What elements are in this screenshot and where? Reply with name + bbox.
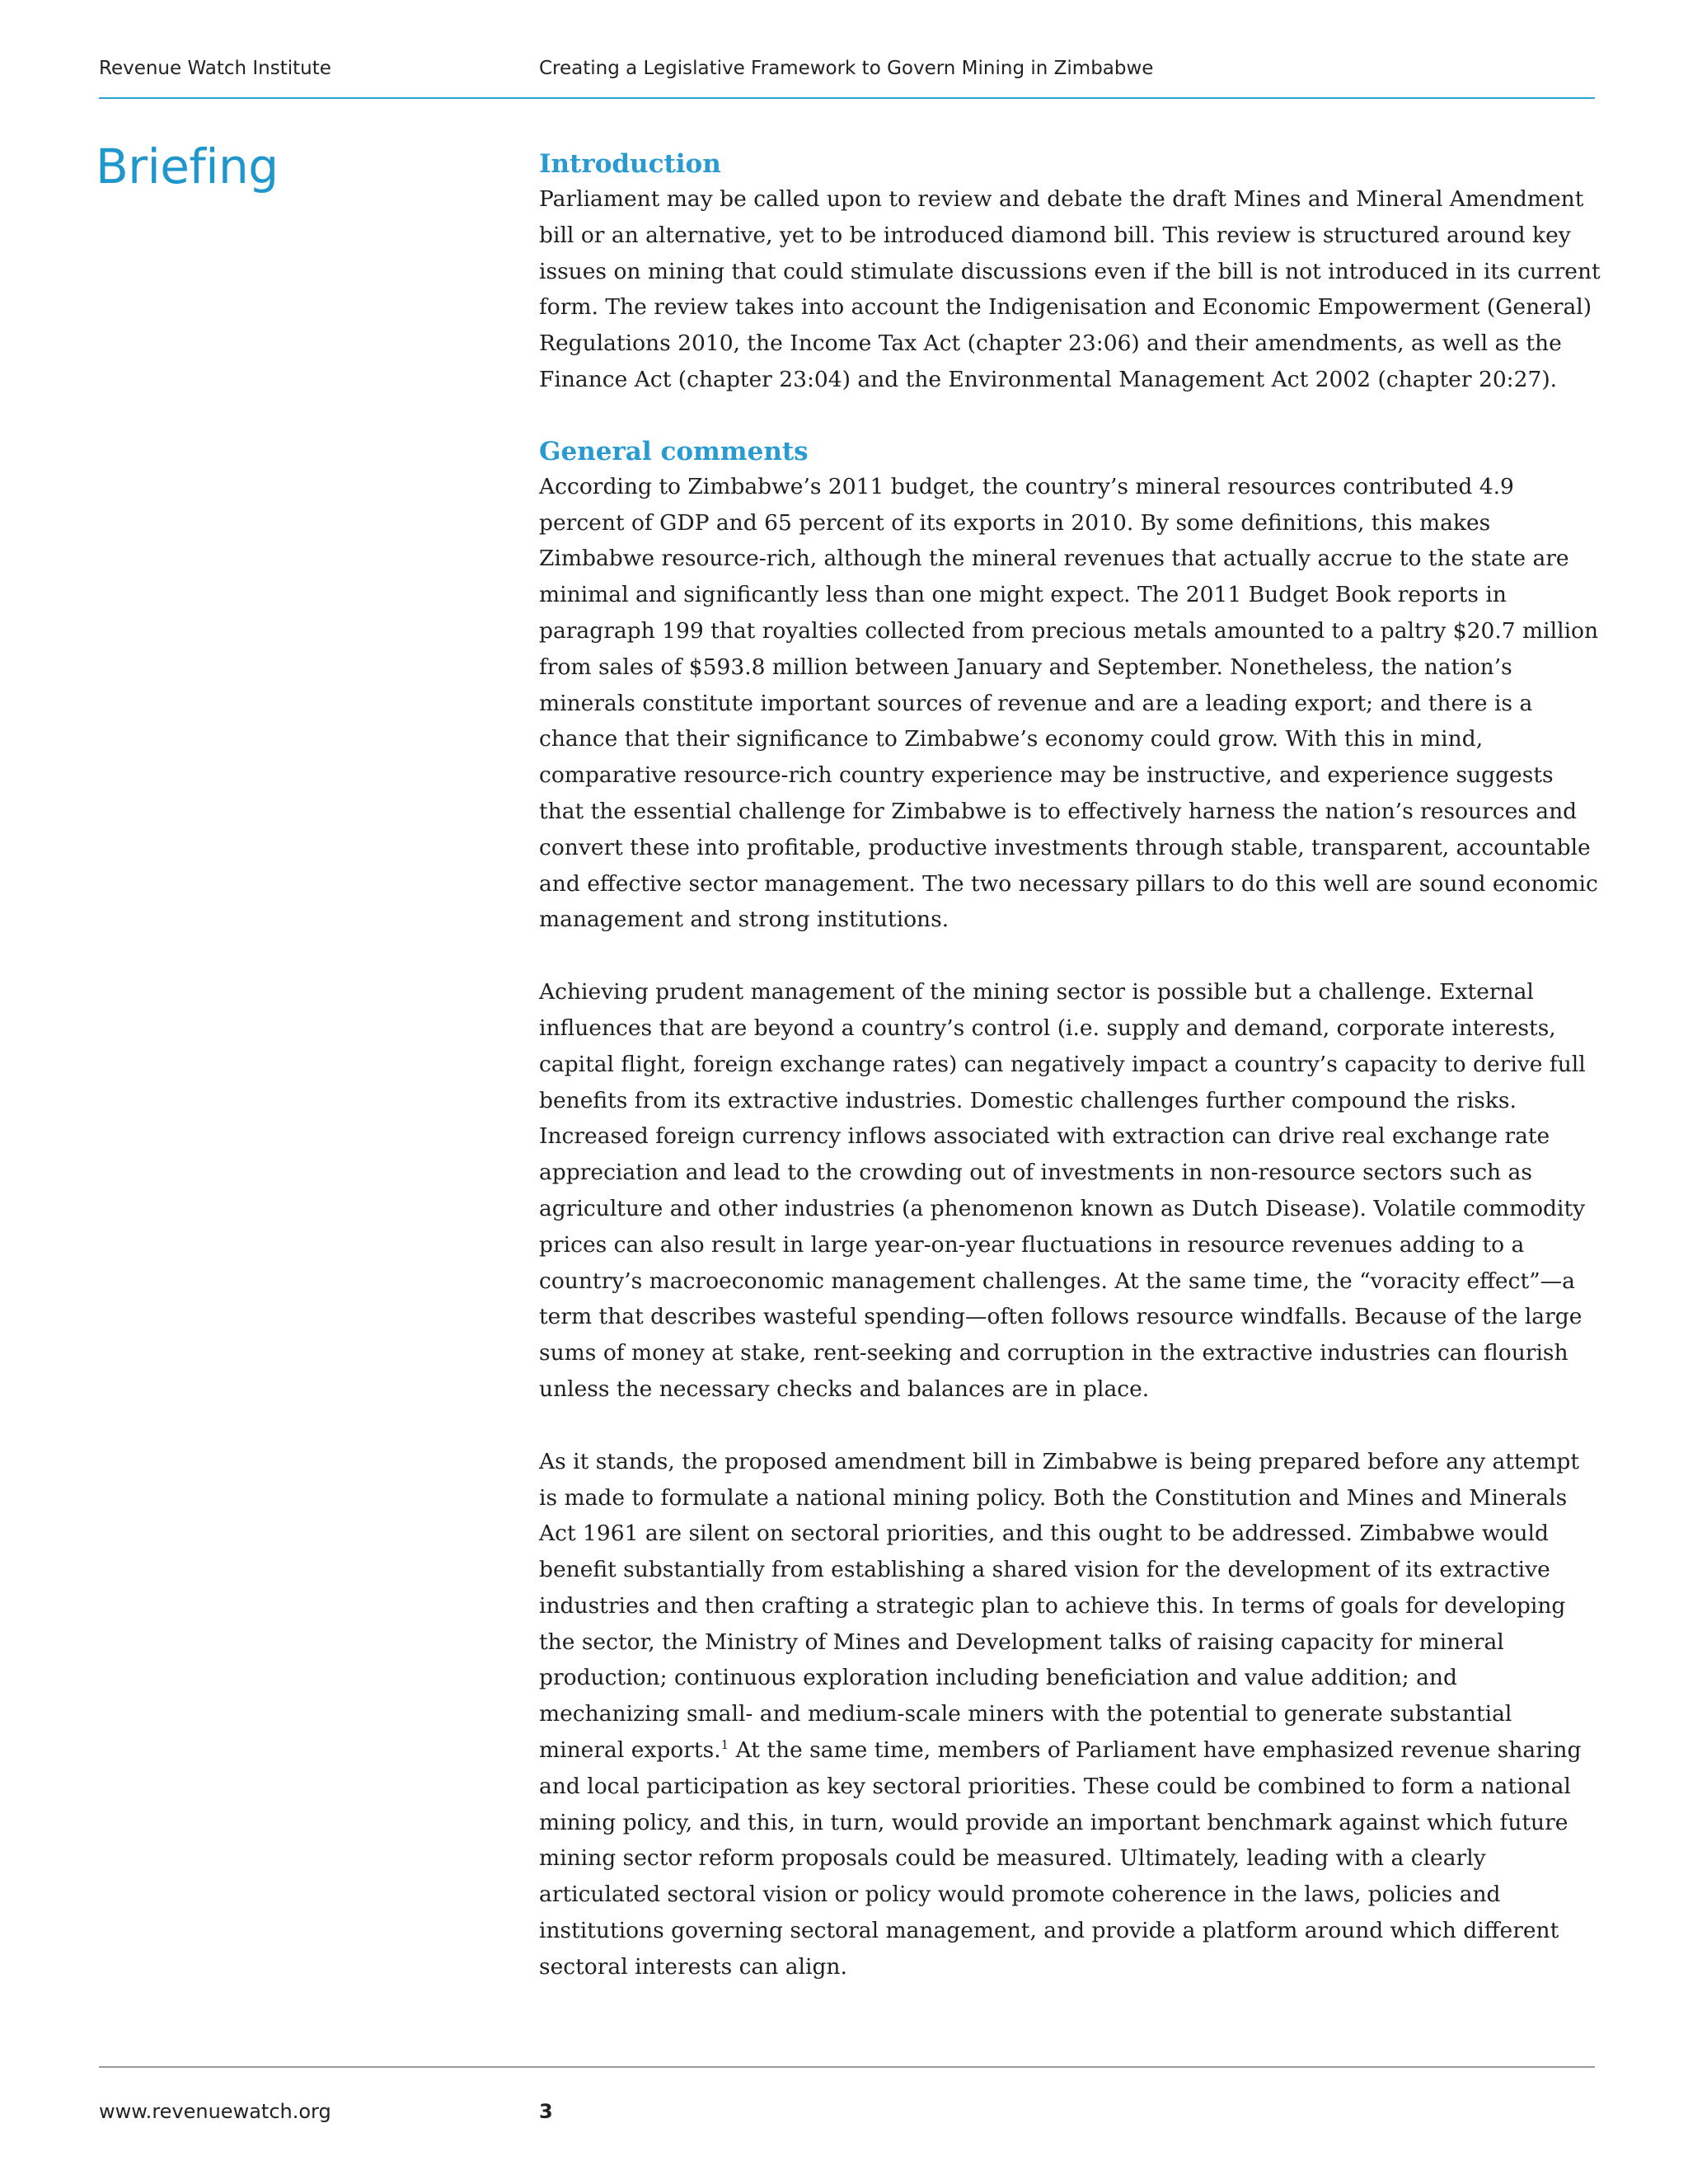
footer-website-url: www.revenuewatch.org xyxy=(99,2100,331,2123)
header-divider xyxy=(99,97,1595,99)
intro-paragraph: Parliament may be called upon to review and debate the draft Mines and Mineral Amendment bill or an alternative, yet to be introduced diamond bill. This review is structured around key issues on mining that could stimulate discussions even if the bill is not introduced in its current form. The review takes into account the Indigenisation and Economic Empowerment (General) Regulations 2010, the Income Tax Act (chapter 23:06) and their amendments, as well as the Finance Act (chapter 23:04) and the Environmental Management Act 2002 (chapter 20:27). xyxy=(539,186,1601,392)
footnote-marker: 1 xyxy=(720,1737,729,1753)
main-content xyxy=(539,147,1602,1985)
paragraph-3-text-before-footnote: As it stands, the proposed amendment bill in Zimbabwe is being prepared before any attempt is made to formulate a national mining policy. Both the Constitution and Mines and Minerals Act 1961 are silent on sectoral priorities, and this ought to be addressed. Zimbabwe would benefit substantially from establishing a shared vision for the development of its extractive industries and then crafting a strategic plan to achieve this. In terms of goals for developing the sector, the Ministry of Mines and Development talks of raising capacity for mineral production; continuous exploration including beneficiation and value addition; and mechanizing small- and medium-scale miners with the potential to generate substantial mineral exports. xyxy=(539,1448,1579,1764)
section-spacer xyxy=(539,398,1602,434)
paragraph-spacer xyxy=(539,938,1602,974)
paragraph-spacer xyxy=(539,1408,1602,1444)
page-number: 3 xyxy=(539,2100,553,2123)
running-header xyxy=(99,51,1595,92)
section-label-briefing: Briefing xyxy=(96,138,279,194)
general-paragraph-3 xyxy=(539,1444,1602,1985)
header-organization: Revenue Watch Institute xyxy=(99,58,331,79)
header-document-title: Creating a Legislative Framework to Govern Mining in Zimbabwe xyxy=(539,58,1154,79)
general-paragraph-2: Achieving prudent management of the mining sector is possible but a challenge. External influences that are beyond a country’s control (i.e. supply and demand, corporate interests, capital flight, foreign exchange rates) can negatively impact a country’s capacity to derive full benefits from its extractive industries. Domestic challenges further compound the risks. Increased foreign currency inflows associated with extraction can drive real exchange rate appreciation and lead to the crowding out of investments in non-resource sectors such as agriculture and other industries (a phenomenon known as Dutch Disease). Volatile commodity prices can also result in large year-on-year fluctuations in resource revenues adding to a country’s macroeconomic management challenges. At the same time, the “voracity effect”—a term that describes wasteful spending—often follows resource windfalls. Because of the large sums of money at stake, rent-seeking and corruption in the extractive industries can flourish unless the necessary checks and balances are in place. xyxy=(539,979,1586,1402)
heading-general-comments: General comments xyxy=(539,436,809,466)
heading-introduction: Introduction xyxy=(539,149,721,179)
footer-divider xyxy=(99,2066,1595,2068)
paragraph-3-text-after-footnote: At the same time, members of Parliament have emphasized revenue sharing and local participation as key sectoral priorities. These could be combined to form a national mining policy, and this, in turn, would provide an important benchmark against which future mining sector reform proposals could be measured. Ultimately, leading with a clearly articulated sectoral vision or policy would promote coherence in the laws, policies and institutions governing sectoral management, and provide a platform around which different sectoral interests can align. xyxy=(539,1737,1582,1980)
general-paragraph-1: According to Zimbabwe’s 2011 budget, the country’s mineral resources contributed 4.9 percent of GDP and 65 percent of its exports in 2010. By some definitions, this makes Zimbabwe resource-rich, although the mineral revenues that actually accrue to the state are minimal and significantly less than one might expect. The 2011 Budget Book reports in paragraph 199 that royalties collected from precious metals amounted to a paltry $20.7 million from sales of $593.8 million between January and September. Nonetheless, the nation’s minerals constitute important sources of revenue and are a leading export; and there is a chance that their significance to Zimbabwe’s economy could grow. With this in mind, comparative resource-rich country experience may be instructive, and experience suggests that the essential challenge for Zimbabwe is to effectively harness the nation’s resources and convert these into profitable, productive investments through stable, transparent, accountable and effective sector management. The two necessary pillars to do this well are sound economic management and strong institutions. xyxy=(539,473,1599,933)
